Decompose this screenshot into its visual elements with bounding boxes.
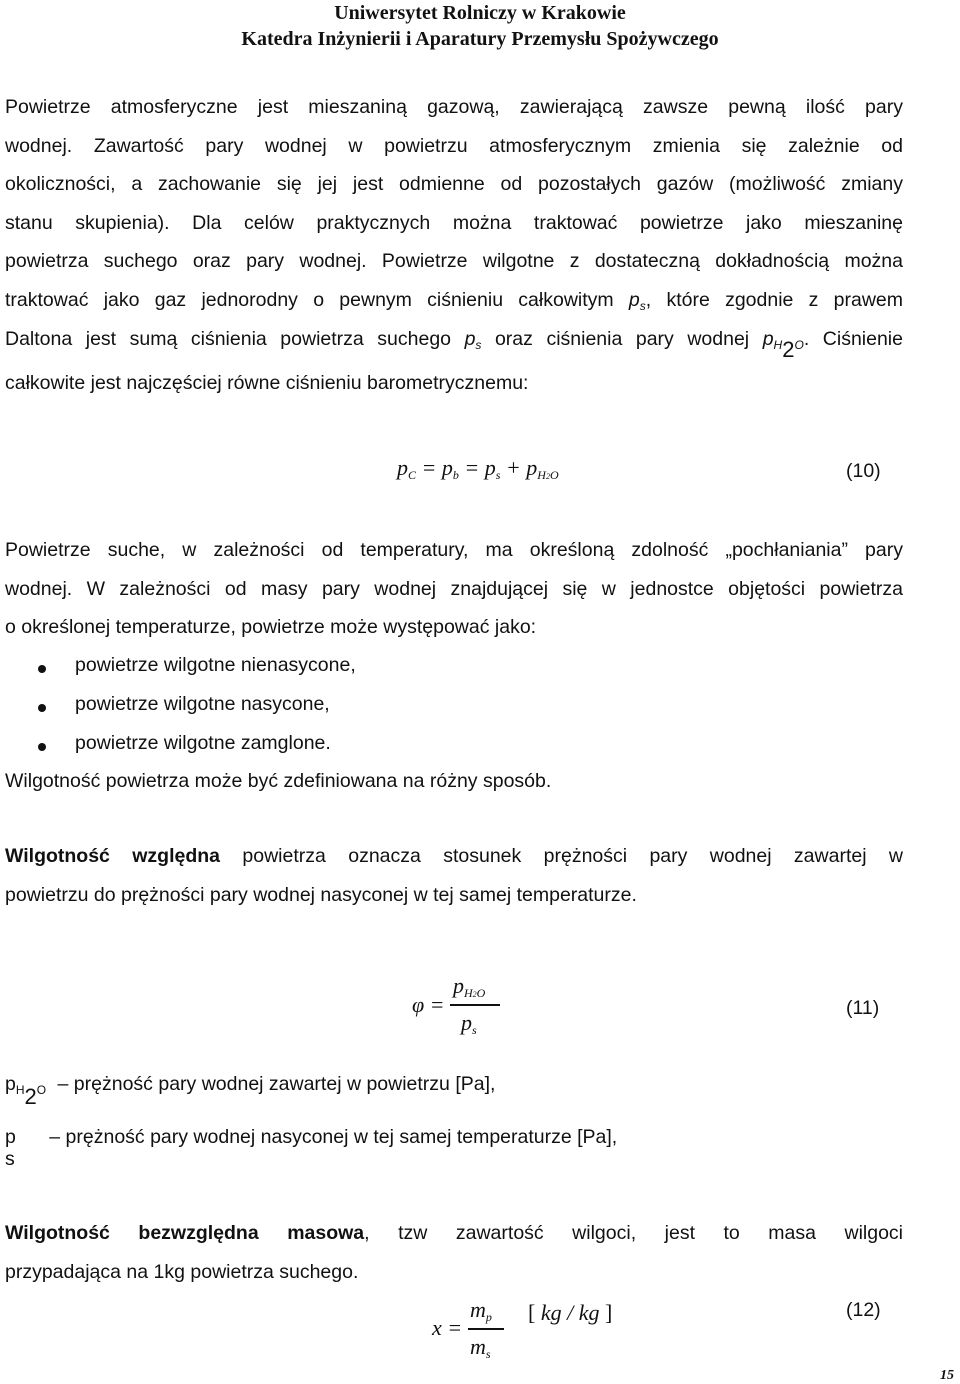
definition-item: $p_H2_O$ – prężność pary wodnej zawartej w powietrzu [Pa], [5,1073,496,1109]
text-line: wodnej. Zawartość pary wodnej w powietrzu atmosferycznym zmienia się zależnie od [5,134,903,157]
text-line: o określonej temperaturze, powietrze może występować jako: [5,616,537,639]
equation-number: (12) [846,1299,881,1321]
equation-11-denominator: $p_s$ [461,1010,477,1037]
paragraph-definition [5,762,903,801]
equation-12-unit: [ kg / kg ] [528,1300,613,1325]
text-line: powietrza suchego oraz pary wodnej. Powietrze wilgotne z dostateczną dokładnością można [5,250,903,273]
text-line: stanu skupienia). Dla celów praktycznych można traktować powietrze jako mieszaninę [5,211,903,234]
paragraph-dry-air [5,531,903,647]
text-line: Daltona jest sumą ciśnienia powietrza suchego $p_s$ oraz ciśnienia pary wodnej $p_H2_O$. Ciśnienie [5,327,903,362]
equation-12-numerator: $m_p$ [470,1297,492,1324]
paragraph-absolute-humidity [5,1214,903,1291]
page-number: 15 [940,1368,954,1383]
bullet-icon [38,665,46,673]
equation-number: (11) [846,997,880,1019]
fraction-line [468,1328,504,1330]
text-line: okoliczności, a zachowanie się jej jest odmienne od pozostałych gazów (możliwość zmiany [5,173,903,196]
text-line: Wilgotność względna powietrza oznacza stosunek prężności pary wodnej zawartej w [5,845,903,867]
text-line: całkowite jest najczęściej równe ciśnieniu barometrycznemu: [5,372,529,395]
text-line: Powietrze suche, w zależności od temperatury, ma określoną zdolność „pochłaniania” pary [5,539,903,561]
equation-12-lhs: x = [432,1315,463,1340]
department-name: Katedra Inżynierii i Aparatury Przemysłu Spożywczego [241,28,719,50]
bullet-icon [38,743,46,751]
text-line: wodnej. W zależności od masy pary wodnej znajdującej się w jednostce objętości powietrza [5,577,903,600]
bullet-icon [38,704,46,712]
paragraph-intro [5,88,903,403]
page-header [0,0,960,52]
equation-12-denominator: $m_s$ [470,1334,491,1361]
equation-11-lhs: φ = [412,992,445,1017]
equation-11-numerator: $p_{H2O}$ [453,973,486,1000]
text-line: Powietrze atmosferyczne jest mieszaniną gazową, zawierającą zawsze pewną ilość pary [5,96,903,118]
text-line: Wilgotność powietrza może być zdefiniowana na różny sposób. [5,770,552,792]
equation-number: (10) [846,460,881,482]
text-line: traktować jako gaz jednorodny o pewnym ciśnieniu całkowitym $p_s$, które zgodnie z prawem [5,288,904,313]
text-line: przypadająca na 1kg powietrza suchego. [5,1260,359,1283]
text-line: Wilgotność bezwzględna masowa, tzw zawartość wilgoci, jest to masa wilgoci [5,1222,904,1244]
fraction-line [450,1004,500,1006]
paragraph-relative-humidity [5,837,903,914]
university-name: Uniwersytet Rolniczy w Krakowie [334,2,626,24]
definition-item: p s – prężność pary wodnej nasyconej w tej samej temperaturze [Pa], [5,1126,618,1170]
text-line: powietrzu do prężności pary wodnej nasyconej w tej samej temperaturze. [5,883,637,906]
equation-10: $p_C = p_b = p_s + p_{H2O}$ [397,455,559,482]
